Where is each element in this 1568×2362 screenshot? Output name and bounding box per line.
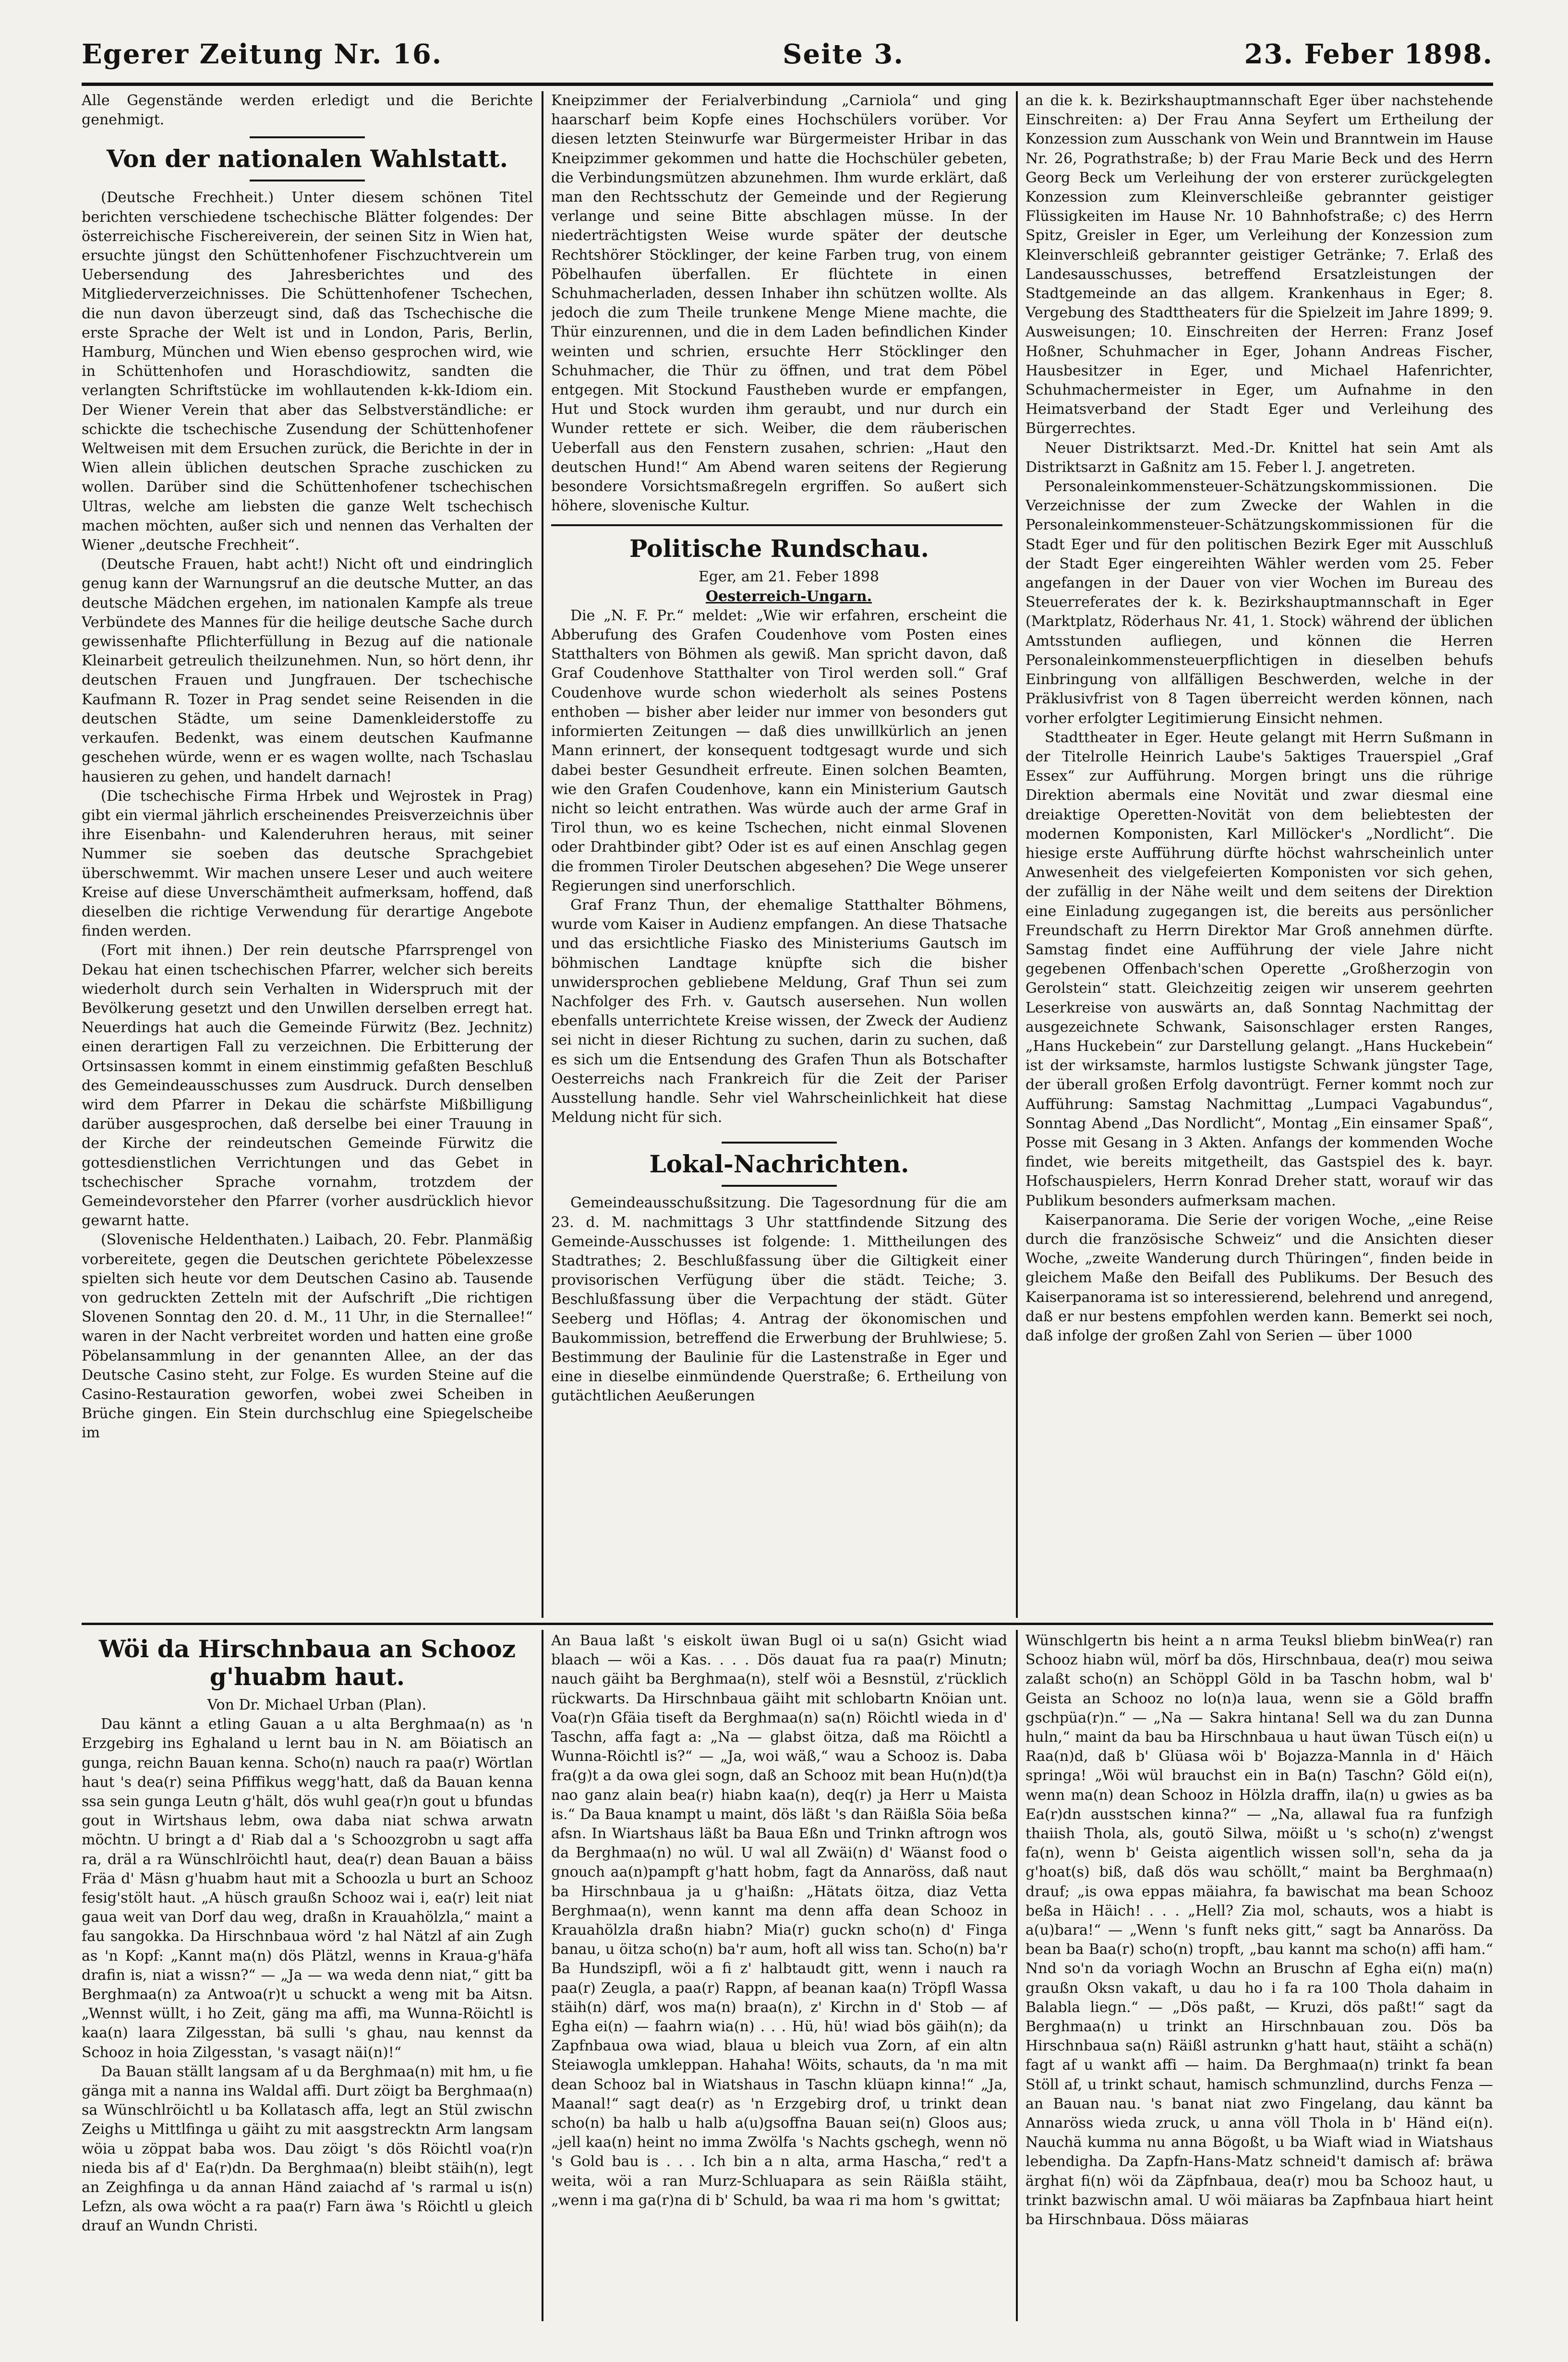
feuilleton-paragraph: Da Bauan ställt langsam af u da Berghmaa(n) mit hm, u fie gänga mit a nanna ins Waldal affi. Durt zöigt ba Berghmaa(n) sa Wünschlröichtl u ba Kollatasch affa, legt an Stül zwischn Zeighs u Mittlfinga u gäiht zu mit aasgstrecktn Arm langsam wöia u zöppat baba wos. Dau zöigt 's dös Röichtl voa(r)n nieda bis af d' Ea(r)dn. Da Berghmaa(n) bleibt stäih(n), legt an Zeighfinga u da annan Händ zaiachd af 's rarmal u is(n) Lefzn, als owa wöcht a ra paa(r) Farn äwa 's Röichtl u gleich drauf an Wundn Christi.: [82, 2063, 533, 2235]
column-divider: [542, 1630, 543, 2321]
article-paragraph: Die „N. F. Pr.“ meldet: „Wie wir erfahren, erscheint die Abberufung des Grafen Coudenhove vom Posten eines Statthalters von Böhmen als gewiß. Man spricht davon, daß Graf Coudenhove Statthalter von Tirol werden soll.“ Graf Coudenhove wurde schon wiederholt als seines Postens enthoben — bisher aber leider nur immer von besonders gut informierten Zeitungen — daß dies unwillkürlich an jenen Mann erinnert, der konsequent todtgesagt wurde und sich dabei bester Gesundheit erfreute. Einen solchen Beamten, wie den Grafen Coudenhove, kann ein Ministerium Gautsch nicht so leicht entrathen. Was würde auch der arme Graf in Tirol thun, wo es keine Tschechen, nicht einmal Slovenen oder Drahtbinder gibt? Oder ist es auf einen Anschlag gegen die frommen Tiroler Deutschen abgesehen? Die Wege unserer Regierungen sind unerforschlich.: [551, 607, 1007, 894]
article-paragraph: (Die tschechische Firma Hrbek und Wejrostek in Prag) gibt ein viermal jährlich erscheinendes Preisverzeichnis über ihre Eisenbahn- und Kalenderuhren heraus, mit seiner Nummer sie soeben das deutsche Sprachgebiet überschwemmt. Wir machen unsere Leser und auch weitere Kreise auf diese Unverschämtheit aufmerksam, hoffend, daß dieselben die richtige Verwendung für derartige Angebote finden werden.: [82, 787, 533, 940]
feuilleton-column-1: [82, 1631, 533, 2323]
council-closing-note: Alle Gegenstände werden erledigt und die Berichte genehmigt.: [82, 92, 533, 129]
issue-date: 23. Feber 1898.: [1244, 38, 1493, 70]
section-rule: [551, 524, 1002, 526]
article-paragraph: an die k. k. Bezirkshauptmannschaft Eger über nachstehende Einschreiten: a) Der Frau Anna Seyfert um Ertheilung der Konzession zum Ausschank von Wein und Branntwein im Hause Nr. 26, Pograthstraße; b) der Frau Marie Beck und des Herrn Georg Beck um Verleihung der von ersterer zurückgelegten Konzession zum Kleinverschleiße gebrannter geistiger Flüssigkeiten im Hause Nr. 10 Bahnhofstraße; c) des Herrn Spitz, Greisler in Eger, um Verleihung der Konzession zum Kleinverschleiß gebrannter geistiger Getränke; 7. Erlaß des Landesausschusses, betreffend Ersatzleistungen der Stadtgemeinde an das allgem. Krankenhaus in Eger; 8. Vergebung des Stadttheaters für die Spielzeit im Jahre 1899; 9. Ausweisungen; 10. Einschreiten der Herren: Franz Josef Hoßner, Schuhmacher in Eger, Johann Andreas Fischer, Hausbesitzer in Eger, und Michael Hafenrichter, Schuhmachermeister in Eger, um Aufnahme in den Heimatsverband der Stadt Eger und Verleihung des Bürgerrechtes.: [1025, 92, 1493, 437]
column-divider: [542, 91, 543, 1618]
feuilleton-column-2: [551, 1631, 1007, 2323]
masthead: [82, 38, 1493, 77]
section-rule: [250, 136, 365, 138]
masthead-rule: [82, 83, 1493, 86]
column-1: [82, 91, 533, 1618]
subheading-oesterreich: Oesterreich-Ungarn.: [705, 588, 872, 605]
column-divider: [1016, 91, 1018, 1618]
article-paragraph: Neuer Distriktsarzt. Med.-Dr. Knittel hat sein Amt als Distriktsarzt in Gaßnitz am 15. Feber l. J. angetreten.: [1025, 439, 1493, 476]
masthead-title: Egerer Zeitung Nr. 16.: [82, 38, 443, 70]
feuilleton-column-3: [1025, 1631, 1493, 2323]
article-paragraph: Graf Franz Thun, der ehemalige Statthalter Böhmens, wurde vom Kaiser in Audienz empfangen. An diese Thatsache und das ersichtliche Fiasko des Ministeriums Gautsch im böhmischen Landtage knüpfte sich die bisher unwidersprochen gebliebene Meldung, Graf Thun sei zum Nachfolger des Frh. v. Gautsch ausersehen. Nun wollen ebenfalls unterrichtete Kreise wissen, der Zweck der Audienz sei nicht in dieser Richtung zu suchen, darin zu suchen, daß es sich um die Entsendung des Grafen Thun als Botschafter Oesterreichs nach Frankreich für die Zeit der Pariser Ausstellung handle. Sehr viel Wahrscheinlichkeit hat diese Meldung nicht für sich.: [551, 896, 1007, 1126]
article-paragraph: Gemeindeausschußsitzung. Die Tagesordnung für die am 23. d. M. nachmittags 3 Uhr stattfindende Sitzung des Gemeinde-Ausschusses ist folgende: 1. Mittheilungen des Stadtrathes; 2. Beschlußfassung über die Giltigkeit einer provisorischen Verfügung über die städt. Teiche; 3. Beschlußfassung über die Verpachtung der städt. Güter Seeberg und Höflas; 4. Antrag der ökonomischen und Baukommission, betreffend die Erwerbung der Bruhlwiese; 5. Bestimmung der Baulinie für die Lastenstraße in Eger und eine in dieselbe einmündende Querstraße; 6. Ertheilung von gutächtlichen Aeußerungen: [551, 1194, 1007, 1405]
column-divider: [1016, 1630, 1018, 2321]
article-paragraph: (Fort mit ihnen.) Der rein deutsche Pfarrsprengel von Dekau hat einen tschechischen Pfarrer, welcher sich bereits wiederholt durch sein Verhalten in Widerspruch mit der Bevölkerung gesetzt und den Unwillen derselben erregt hat. Neuerdings hat auch die Gemeinde Fürwitz (Bez. Jechnitz) einen derartigen Fall zu verzeichnen. Die Erbitterung der Ortsinsassen kommt in einem einstimmig gefaßten Beschluß des Gemeindeausschusses zum Ausdruck. Durch denselben wird dem Pfarrer in Dekau die schärfste Mißbilligung darüber ausgesprochen, daß derselbe bei einer Trauung in der Kirche der reindeutschen Gemeinde Fürwitz die gottesdienstlichen Verrichtungen und das Gebet in tschechischer Sprache vornahm, trotzdem der Gemeindevorsteher den Pfarrer (vorher ausdrücklich hievor gewarnt hatte.: [82, 942, 533, 1229]
section-heading-wahlstatt: Von der nationalen Wahlstatt.: [106, 145, 508, 173]
page-number: Seite 3.: [783, 38, 904, 70]
section-heading-lokal: Lokal-Nachrichten.: [649, 1150, 909, 1179]
article-paragraph: Personaleinkommensteuer-Schätzungskommissionen. Die Verzeichnisse der zum Zwecke der Wahlen in die Personaleinkommensteuer-Schätzungskommissionen für die Stadt Eger und für den politischen Bezirk Eger mit Ausschluß der Stadt Eger eingereihten Wähler werden vom 25. Feber angefangen in der Dauer von vier Wochen im Bureau des Steuerreferates der k. k. Bezirkshauptmannschaft in Eger (Marktplatz, Röderhaus Nr. 41, 1. Stock) während der üblichen Amtsstunden aufliegen, und können die Herren Personaleinkommensteuerpflichtigen in dieselben behufs Einbringung von allfälligen Beschwerden, welche in der Präklusivfrist von 8 Tagen überreicht werden können, nach vorher erfolgter Legitimierung Einsicht nehmen.: [1025, 478, 1493, 727]
dateline: Eger, am 21. Feber 1898: [698, 568, 880, 586]
feuilleton-byline: Von Dr. Michael Urban (Plan).: [207, 1697, 427, 1713]
feuilleton-paragraph: Dau kännt a etling Gauan a u alta Berghmaa(n) as 'n Erzgebirg ins Eghaland u lernt bau in N. am Böiatisch an gunga, reichn Bauan kenna. Scho(n) nauch ra paa(r) Wörtlan haut 's dea(r) seina Pfiffikus wegg'hatt, daß da Bauan kenna ssa sein gunga Leutn g'hält, dös wuhl gea(r)n gout u bfundas gout in Wirtshaus lebm, owa daba niat schwa arwatn möchtn. U bringt a d' Riab dal a 's Schoozgrobn u sagt affa ra, dräl a ra Wünschlröichtl haut, dea(r) dean Bauan a bäiss Fräa d' Mäsn g'huabm haut mit a Schoozla u burt an Schooz fesig'stölt haut. „A hüsch graußn Schooz wai i, ea(r) leit niat gaua weit van Dorf dau weg, draßn in Krauahölzla,“ maint a fau sangokka. Da Hirschnbaua wörd 'z hal Nätzl af ain Zugh as 'n Kopf: „Kannt ma(n) dös Plätzl, wenns in Kraua-g'häfa drafin is, niat a wissn?“ — „Ja — wa weda denn niat,“ gitt ba Berghmaa(n) za Antwoa(r)t u schuckt a weng mit ba Aitsn. „Wennst wüllt, i ho Zeit, gäng ma affi, ma Wunna-Röichtl is kaa(n) laara Zilgesstan, bä sulli 's ghau, nau kennst da Schooz in hoia Zilgesstan, 's vasagt näi(n)!“: [82, 1716, 533, 2061]
article-paragraph: Kneipzimmer der Ferialverbindung „Carniola“ und ging haarscharf beim Kopfe eines Hochschülers vorüber. Vor diesen letzten Steinwurfe war Bürgermeister Hribar in das Kneipzimmer gekommen und hatte die Hochschüler gebeten, die Verbindungsmützen abzunehmen. Ihm wurde erklärt, daß man den Rechtsschutz der Gemeinde und der Regierung verlange und seine Bitte abschlagen müsse. In der niederträchtigsten Weise wurde später der deutsche Rechtshörer Stöcklinger, der keine Farben trug, von einem Pöbelhaufen überfallen. Er flüchtete in einen Schuhmacherladen, dessen Inhaber ihn schützen wollte. Als jedoch die zum Theile trunkene Menge Miene machte, die Thür einzurennen, und die in dem Laden befindlichen Kinder weinten und schrien, ersuchte Herr Stöcklinger den Schuhmacher, die Thür zu öffnen, und trat dem Pöbel entgegen. Mit Stockund Faustheben wurde er empfangen, Hut und Stock wurden ihm geraubt, und nur durch ein Wunder rettete er sich. Weiber, die dem räuberischen Ueberfall aus den Fenstern zusahen, schrien: „Haut den deutschen Hund!“ Am Abend waren seitens der Regierung besondere Vorsichtsmaßregeln ergriffen. So außert sich höhere, slovenische Kultur.: [551, 92, 1007, 515]
section-rule: [250, 180, 365, 181]
feuilleton-title: Wöi da Hirschnbaua an Schooz g'huabm haut.: [98, 1635, 516, 1691]
article-paragraph: (Slovenische Heldenthaten.) Laibach, 20. Febr. Planmäßig vorbereitete, gegen die Deutschen gerichtete Pöbelexzesse spielten sich heute vor dem Deutschen Casino ab. Tausende von gedruckten Zetteln mit der Aufschrift „Die richtigen Slovenen Sonntag den 20. d. M., 11 Uhr, in die Sternallee!“ waren in der Nacht verbreitet worden und hatten eine große Pöbelansammlung in der genannten Allee, an der das Deutsche Casino steht, zur Folge. Es wurden Steine auf die Casino-Restauration geworfen, wobei zwei Scheiben in Brüche gingen. Ein Stein durchschlug eine Spiegelscheibe im: [82, 1231, 533, 1442]
column-2: [551, 91, 1007, 1618]
article-paragraph: Kaiserpanorama. Die Serie der vorigen Woche, „eine Reise durch die französische Schweiz“ und die Ansichten dieser Woche, „zweite Wanderung durch Thüringen“, finden beide in gleichem Maße den Beifall des Publikums. Der Besuch des Kaiserpanorama ist so interessierend, belehrend und anregend, daß er nur bestens empfohlen werden kann. Bemerkt sei noch, daß infolge der großen Zahl von Serien — über 1000: [1025, 1211, 1493, 1344]
article-paragraph: (Deutsche Frauen, habt acht!) Nicht oft und eindringlich genug kann der Warnungsruf an die deutsche Mutter, an das deutsche Mädchen ergehen, im nationalen Kampfe als treue Verbündete des Mannes für die heilige deutsche Sache durch gewissenhafte Pflichterfüllung in Bezug auf die nationale Kleinarbeit getreulich theilzunehmen. Nun, so hört denn, ihr deutschen Frauen und Jungfrauen. Der tschechische Kaufmann R. Tozer in Prag sendet seine Reisenden in die deutschen Städte, um seine Damenkleiderstoffe zu verkaufen. Bedenkt, was einem deutschen Kaufmanne geschehen würde, wenn er es wagen wollte, nach Tschaslau hausieren zu gehen, und handelt darnach!: [82, 556, 533, 785]
feuilleton-paragraph: Wünschlgertn bis heint a n arma Teuksl bliebm binWea(r) ran Schooz hiabn wül, mörf ba dös, Hirschnbaua, dea(r) mou seiwa zalaßt scho(n) an Schöppl Göld in ba Taschn hobm, wal b' Geista an Schooz no lo(n)a laua, wenn sie a Göld braffn gschpüa(r)n.“ — „Na — Sakra hintana! Sell wa du zan Dunna huln,“ maint da bau ba Hirschnbaua u haut üwan Tüsch ei(n) u Raa(n)d, daß b' Glüasa wöi b' Bojazza-Mannla in d' Häich springa! „Wöi wül brauchst ein in Ba(n) Taschn? Göld ei(n), wenn ma(n) dean Schooz in Hölzla draffn, ila(n) u gwies as ba Ea(r)dn ausstschen kinna?“ — „Na, allawal fua ra funfzigh thaiish Thola, als, goutö Silwa, möißt u 's scho(n) z'wengst fa(n), wenn b' Geista aigentlich wissen soll'n, seha da ja g'hoat(s) biß, daß dös wau schöllt,“ maint ba Berghmaa(n) drauf; „is owa eppas mäiahra, fa bawischat ma bean Schooz beßa in Häich! . . . „Hell? Zia mol, schauts, wos a hiabt is a(u)bara!“ — „Wenn 's funft neks gitt,“ sagt ba Annaröss. Da bean ba Baa(r) scho(n) tropft, „bau kannt ma scho(n) affi ham.“ Nnd so'n da voriagh Wochn an Bruschn af Egha ei(n) ma(n) graußn Oksn vakaft, u dau ho i fa ra 100 Thola dahaim in Balabla liegn.“ — „Dös paßt, — Kruzi, dös paßt!“ sagt da Berghmaa(n) u trinkt an Hirschnbauan zou. Dös ba Hirschnbaua sa(n) Räißl astrunkn g'hatt haut, stäiht a schä(n) fagt af u wankt affi — haim. Da Berghmaa(n) trinkt fa bean Stöll af, u trinkt schaut, hamisch schmunzlind, durchs Fenza — an Bauan nau. 's banat niat zwo Fingelang, dau kännt ba Annaröss wieda zruck, u anna völl Thola in b' Händ ei(n). Nauchä kumma nu anna Bögoßt, u ba Wiaft wiad in Wiatshaus lebendigha. Da Zapfn-Hans-Matz schneid't damisch af: bräwa ärghat fi(n) wöi da Zäpfnbaua, dea(r) mou ba Schooz haut, u trinkt bazwischn amal. U wöi mäiaras ba Zapfnbaua hiart heint ba Hirschnbaua. Döss mäiaras: [1025, 1632, 1493, 2229]
section-rule: [722, 1185, 837, 1187]
article-paragraph: Stadttheater in Eger. Heute gelangt mit Herrn Sußmann in der Titelrolle Heinrich Laube's 5aktiges Trauerspiel „Graf Essex“ zur Aufführung. Morgen bringt uns die rührige Direktion abermals eine Novität und zwar diesmal eine dreiaktige Operetten-Novität von dem beliebtesten der modernen Komponisten, Karl Millöcker's „Nordlicht“. Die hiesige erste Aufführung dürfte höchst wahrscheinlich unter Anwesenheit des vielgefeierten Komponisten vor sich gehen, der zufällig in der Nähe weilt und dem seitens der Direktion eine Einladung zugegangen ist, die bereits aus persönlicher Freundschaft zu Herrn Direktor Mar Groß annehmen dürfte. Samstag findet eine Aufführung der viele Jahre nicht gegebenen Offenbach'schen Operette „Großherzogin von Gerolstein“ statt. Gleichzeitig zeigen wir unserem geehrten Leserkreise von auswärts an, daß Sonntag Nachmittag der ausgezeichnete Schwank, Saisonschlager ersten Ranges, „Hans Huckebein“ zur Darstellung gelangt. „Hans Huckebein“ ist der wirksamste, harmlos lustigste Schwank jüngster Tage, der überall großen Erfolg davontrügt. Ferner kommt noch zur Aufführung: Samstag Nachmittag „Lumpaci Vagabundus“, Sonntag Abend „Das Nordlicht“, Montag „Ein einsamer Spaß“, Posse mit Gesang in 3 Akten. Anfangs der kommenden Woche findet, wie bereits mitgetheilt, das Gastspiel des k. bayr. Hofschauspielers, Herrn Konrad Dreher statt, worauf wir das Publikum besonders aufmerksam machen.: [1025, 729, 1493, 1209]
section-rule: [722, 1142, 837, 1144]
feuilleton-rule: [82, 1623, 1493, 1625]
newspaper-page: [82, 38, 1493, 2324]
section-heading-rundschau: Politische Rundschau.: [629, 534, 929, 563]
feuilleton-paragraph: An Baua laßt 's eiskolt üwan Bugl oi u sa(n) Gsicht wiad blaach — wöi a Kas. . . . Dös dauat fua ra paa(r) Minutn; nauch gäiht ba Berghmaa(n), stelf wöi a Besnstül, z'rücklich rückwarts. Da Hirschnbaua gäiht mit schlobartn Knöian unt. Voa(r)n Gfäia tiseft da Berghmaa(n) sa(n) Röichtl wieda in d' Taschn, affa fagt a: „Na — glabst öitza, daß ma Röichtl a Wunna-Röichtl is?“ — „Ja, woi wäß,“ wau a Schooz is. Daba fra(g)t a da owa glei sogn, daß an Schooz mit bean Hu(n)d(t)a nao ganz alain bea(r) hiabn kaa(n), deq(r) ja Herr u Maista is.“ Da Baua knampt u maint, dös läßt 's dan Räißla Söia beßa afsn. In Wiartshaus läßt ba Baua Eßn und Trinkn aftrogn wos da Berghmaa(n) no wül. U wal all Zwäi(n) d' Wäanst food o gnouch aa(n)pampft g'hatt hobm, fagt da Annaröss, daß naut ba Hirschnbaua ja u g'haißn: „Hätats öitza, diaz Vetta Berghmaa(n), wenn kannt ma denn affa dean Schooz in Krauahölzla draßn hiabn? Mia(r) guckn scho(n) d' Finga banau, u öitza scho(n) ba'r aum, hoft all wiss tan. Scho(n) ba'r Ba Hundszipfl, wöi a fi z' halbtaudt gitt, wenn i nauch ra paa(r) Zeugla, a paa(r) Rappn, af beanan kaa(n) Tröpfl Wassa stäih(n) därf, wos ma(n) braa(n), z' Kirchn in d' Stob — af Egha ei(n) — faahrn wia(n) . . . Hü, hü! wiad bös gäih(n); da Zapfnbaua owa wiad, blaua u bleich vua Zorn, af ein altn Steiawogla umkleppan. Hahaha! Wöits, schauts, da 'n ma mit dean Schooz bal in Wiatshaus in Taschn klüapn kinna!“ „Ja, Maanal!“ sagt dea(r) as 'n Erzgebirg drof, u trinkt dean scho(n) ba halb u halb a(u)gsoffna Bauan sei(n) Gloos aus; „jell kaa(n) heint no imma Zwölfa 's Nachts gschegh, wenn nö 's Gold bau is . . . Ich bin a n alta, arma Hascha,“ red't a weita, wöi a ran Murz-Schluapara as sein Räißla stäiht, „wenn i ma ga(r)na di b' Schuld, ba waa ri ma hom 's gwittat;: [551, 1632, 1007, 2209]
article-paragraph: (Deutsche Frechheit.) Unter diesem schönen Titel berichten verschiedene tschechische Blätter folgendes: Der österreichische Fischereiverein, der seinen Sitz in Wien hat, ersuchte jüngst den Schüttenhofener Fischzuchtverein um Uebersendung des Jahresberichtes und des Mitgliederverzeichnisses. Die Schüttenhofener Tschechen, die nun davon überzeugt sind, daß das Tschechische die erste Sprache der Welt ist und in London, Paris, Berlin, Hamburg, München und Wien ebenso gesprochen wird, wie in Schüttenhofen und Horaschdiowitz, sandten die verlangten Schriftstücke im wohllautenden k-kk-Idiom ein. Der Wiener Verein that aber das Selbstverständliche: er schickte die tschechische Zusendung der Schüttenhofener Weltweisen mit dem Ersuchen zurück, die Berichte in der in Wien allein üblichen deutschen Sprache zuschicken zu wollen. Darüber sind die Schüttenhofener tschechischen Ultras, welche am liebsten die ganze Welt tschechisch machen möchten, außer sich und nennen das Verhalten der Wiener „deutsche Frechheit“.: [82, 189, 533, 554]
column-3: [1025, 91, 1493, 1618]
